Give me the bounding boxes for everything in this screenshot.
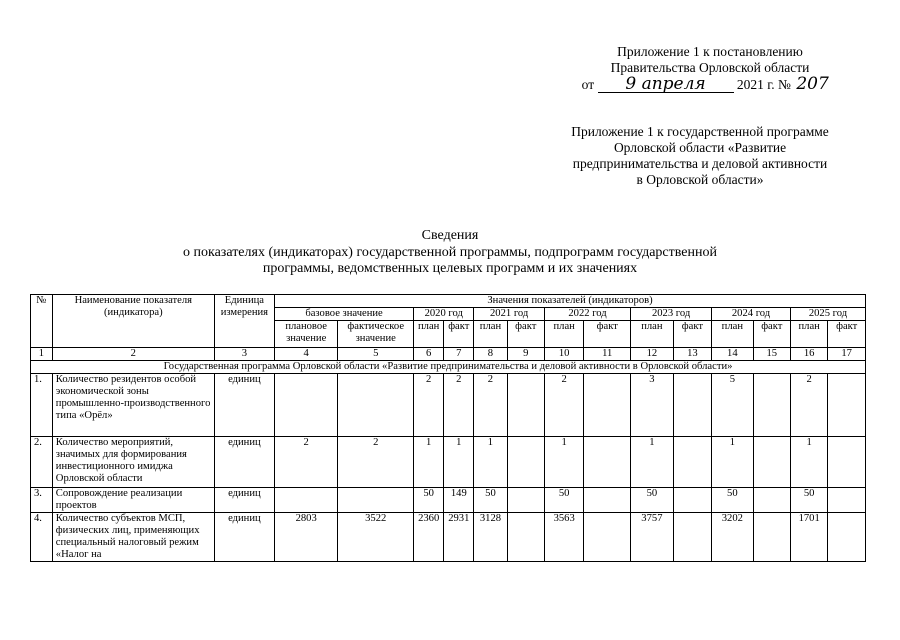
header-year-2020: 2020 год (414, 308, 474, 321)
program-line-4: в Орловской области» (636, 172, 764, 187)
table-row (31, 488, 866, 513)
indicator-value (828, 488, 866, 513)
indicator-value (507, 437, 544, 488)
indicator-value (507, 374, 544, 437)
indicator-name: Сопровождение реализации проектов (52, 488, 214, 513)
indicator-value: 2 (544, 374, 583, 437)
indicator-value: 1 (712, 437, 754, 488)
indicator-value: 50 (790, 488, 827, 513)
header-fact: факт (584, 321, 631, 348)
indicator-value (673, 374, 711, 437)
column-number: 11 (584, 348, 631, 361)
heading-title: Сведения (421, 228, 479, 243)
row-number: 1. (31, 374, 53, 437)
column-number: 1 (31, 348, 53, 361)
column-number: 15 (753, 348, 790, 361)
row-number: 3. (31, 488, 53, 513)
indicator-unit: единиц (214, 513, 274, 562)
indicator-value (753, 488, 790, 513)
indicator-value: 50 (414, 488, 444, 513)
indicator-value: 1 (631, 437, 674, 488)
decree-line-1: Приложение 1 к постановлению (617, 44, 803, 59)
indicator-value: 1 (544, 437, 583, 488)
indicator-value: 149 (444, 488, 474, 513)
handwritten-number: 207 (796, 74, 829, 94)
indicator-value (275, 374, 338, 437)
decree-reference (560, 44, 860, 93)
indicator-value (507, 513, 544, 562)
indicator-value (828, 437, 866, 488)
header-year-2021: 2021 год (474, 308, 545, 321)
program-line-2: Орловской области «Развитие (613, 140, 787, 155)
date-suffix: 2021 г. № (736, 77, 791, 92)
header-plan: план (790, 321, 827, 348)
header-plan: план (474, 321, 507, 348)
decree-line-2: Правительства Орловской области (610, 60, 810, 75)
indicator-unit: единиц (214, 437, 274, 488)
column-number: 4 (275, 348, 338, 361)
indicator-value: 2931 (444, 513, 474, 562)
column-number: 3 (214, 348, 274, 361)
heading-line-3: программы, ведомственных целевых программ и их значениях (262, 261, 638, 276)
indicator-value: 3522 (338, 513, 414, 562)
program-reference (550, 124, 850, 188)
indicator-value (673, 513, 711, 562)
column-numbers-row (31, 348, 866, 361)
indicator-value: 2 (338, 437, 414, 488)
table-row (31, 437, 866, 488)
table-row (31, 513, 866, 562)
indicator-value: 2 (444, 374, 474, 437)
header-base-fact: фактическое значение (338, 321, 414, 348)
indicator-name: Количество мероприятий, значимых для формирования инвестиционного имиджа Орловской области (52, 437, 214, 488)
program-line-1: Приложение 1 к государственной программе (571, 124, 829, 139)
indicator-value: 1 (444, 437, 474, 488)
header-no: № (31, 295, 53, 348)
indicator-value: 3563 (544, 513, 583, 562)
indicator-value: 2 (275, 437, 338, 488)
indicator-value (753, 374, 790, 437)
indicator-value: 2 (790, 374, 827, 437)
header-year-2022: 2022 год (544, 308, 630, 321)
header-plan: план (712, 321, 754, 348)
indicator-value: 50 (712, 488, 754, 513)
indicator-value: 1 (414, 437, 444, 488)
header-plan: план (544, 321, 583, 348)
indicator-value (338, 374, 414, 437)
column-number: 9 (507, 348, 544, 361)
column-number: 2 (52, 348, 214, 361)
indicator-value: 2360 (414, 513, 444, 562)
date-prefix: от (581, 77, 595, 92)
header-plan: план (631, 321, 674, 348)
indicators-table (30, 294, 866, 562)
indicator-unit: единиц (214, 488, 274, 513)
document-heading (130, 228, 770, 278)
column-number: 12 (631, 348, 674, 361)
column-number: 17 (828, 348, 866, 361)
indicator-value (584, 513, 631, 562)
indicator-value (753, 437, 790, 488)
header-fact: факт (507, 321, 544, 348)
section-title: Государственная программа Орловской области «Развитие предпринимательства и деловой активности в Орловской области» (31, 361, 866, 374)
indicator-value (584, 374, 631, 437)
indicator-value: 2803 (275, 513, 338, 562)
indicator-value (828, 513, 866, 562)
column-number: 13 (673, 348, 711, 361)
header-indicator-name: Наименование показателя (индикатора) (52, 295, 214, 348)
indicator-value: 3128 (474, 513, 507, 562)
header-plan: план (414, 321, 444, 348)
section-row (31, 361, 866, 374)
indicator-value (275, 488, 338, 513)
header-year-2023: 2023 год (631, 308, 712, 321)
indicator-value (753, 513, 790, 562)
indicator-value: 1701 (790, 513, 827, 562)
decree-date-line (560, 76, 860, 93)
indicator-value: 2 (414, 374, 444, 437)
program-line-3: предпринимательства и деловой активности (572, 156, 828, 171)
indicator-value: 1 (474, 437, 507, 488)
row-number: 2. (31, 437, 53, 488)
header-base-plan: плановое значение (275, 321, 338, 348)
indicator-value: 50 (544, 488, 583, 513)
column-number: 6 (414, 348, 444, 361)
indicator-name: Количество субъектов МСП, физических лиц, применяющих специальный налоговый режим «Налог на (52, 513, 214, 562)
indicator-value: 3202 (712, 513, 754, 562)
table-row (31, 374, 866, 437)
indicator-value (584, 437, 631, 488)
handwritten-date: 9 апреля (598, 76, 734, 93)
column-number: 7 (444, 348, 474, 361)
header-fact: факт (828, 321, 866, 348)
indicator-unit: единиц (214, 374, 274, 437)
indicator-value: 2 (474, 374, 507, 437)
column-number: 5 (338, 348, 414, 361)
indicator-value (584, 488, 631, 513)
column-number: 10 (544, 348, 583, 361)
indicator-value: 3 (631, 374, 674, 437)
header-year-2025: 2025 год (790, 308, 865, 321)
indicator-value (673, 488, 711, 513)
indicator-value (828, 374, 866, 437)
column-number: 16 (790, 348, 827, 361)
indicator-value: 5 (712, 374, 754, 437)
indicator-value (673, 437, 711, 488)
indicator-value (338, 488, 414, 513)
header-values: Значения показателей (индикаторов) (275, 295, 866, 308)
header-base-value: базовое значение (275, 308, 414, 321)
indicator-value: 1 (790, 437, 827, 488)
header-fact: факт (673, 321, 711, 348)
indicator-value: 50 (474, 488, 507, 513)
heading-line-2: о показателях (индикаторах) государственной программы, подпрограмм государственной (183, 244, 717, 260)
indicator-value (507, 488, 544, 513)
header-unit: Единица измерения (214, 295, 274, 348)
header-year-2024: 2024 год (712, 308, 791, 321)
column-number: 8 (474, 348, 507, 361)
row-number: 4. (31, 513, 53, 562)
indicator-value: 50 (631, 488, 674, 513)
header-fact: факт (444, 321, 474, 348)
column-number: 14 (712, 348, 754, 361)
indicator-name: Количество резидентов особой экономической зоны промышленно-производственного типа «Орёл» (52, 374, 214, 437)
indicator-value: 3757 (631, 513, 674, 562)
header-fact: факт (753, 321, 790, 348)
